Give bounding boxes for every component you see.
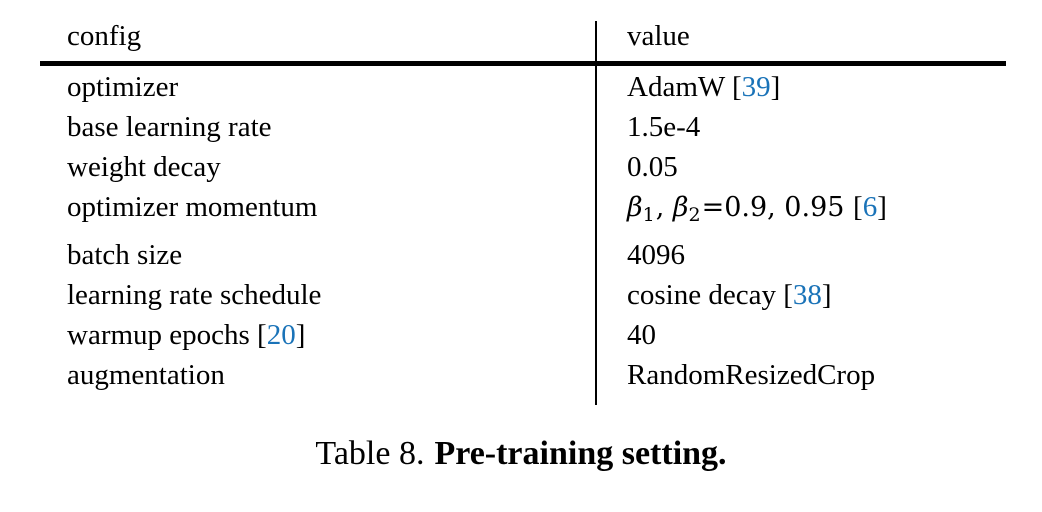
table-row [40, 355, 1006, 395]
text-segment: batch size [67, 239, 183, 271]
config-cell [40, 107, 595, 147]
text-segment: weight decay [67, 151, 221, 183]
table-row [40, 147, 1006, 187]
value-cell [595, 355, 1006, 395]
text-segment: warmup epochs [ [67, 319, 267, 351]
table-caption [0, 432, 1042, 476]
text-segment: 1.5e-4 [627, 111, 701, 143]
text-segment: , [655, 192, 673, 223]
table-body [40, 66, 1006, 395]
text-segment: ] [770, 71, 781, 103]
pretraining-settings-table [40, 17, 1006, 395]
value-cell [595, 235, 1006, 275]
table-header-row [40, 17, 1006, 66]
value-cell [595, 107, 1006, 147]
text-segment: ] [295, 319, 306, 351]
header-config-cell [40, 17, 595, 55]
text-segment: 40 [627, 319, 656, 351]
text-segment: 1 [642, 204, 656, 226]
header-config-label: config [67, 20, 142, 52]
text-segment: base learning rate [67, 111, 272, 143]
text-segment: ] [877, 191, 887, 223]
table-row [40, 107, 1006, 147]
text-segment: AdamW [ [627, 71, 742, 103]
value-cell [595, 275, 1006, 315]
text-segment: ] [821, 279, 832, 311]
text-segment: 2 [688, 204, 702, 226]
config-cell [40, 235, 595, 275]
table-row [40, 315, 1006, 355]
config-cell [40, 147, 595, 187]
column-divider-rule [595, 21, 597, 405]
header-value-label: value [627, 20, 690, 52]
value-cell [595, 315, 1006, 355]
config-cell [40, 187, 595, 235]
text-segment: learning rate schedule [67, 279, 322, 311]
text-segment: augmentation [67, 359, 225, 391]
value-cell [595, 147, 1006, 187]
text-segment: β [627, 192, 643, 223]
config-cell [40, 315, 595, 355]
caption-table-number: Table 8. [315, 435, 425, 472]
text-segment: cosine decay [ [627, 279, 793, 311]
value-cell [595, 67, 1006, 107]
table-row [40, 235, 1006, 275]
config-cell [40, 67, 595, 107]
config-cell [40, 355, 595, 395]
caption-title: Pre-training setting. [434, 435, 727, 472]
text-segment: 0.05 [627, 151, 678, 183]
text-segment: [ [853, 191, 863, 223]
citation-link[interactable]: 38 [792, 279, 822, 311]
citation-link[interactable]: 20 [266, 319, 296, 351]
table-row [40, 67, 1006, 107]
citation-link[interactable]: 6 [862, 191, 878, 223]
value-cell [595, 187, 1006, 235]
header-value-cell [595, 17, 1006, 55]
config-cell [40, 275, 595, 315]
text-segment: optimizer momentum [67, 191, 318, 223]
text-segment: optimizer [67, 71, 179, 103]
text-segment: RandomResizedCrop [627, 359, 876, 391]
table-row [40, 275, 1006, 315]
text-segment: β [672, 192, 689, 223]
citation-link[interactable]: 39 [741, 71, 771, 103]
table-row [40, 187, 1006, 235]
text-segment: =0.9, 0.95 [701, 192, 854, 223]
text-segment: 4096 [627, 239, 685, 271]
